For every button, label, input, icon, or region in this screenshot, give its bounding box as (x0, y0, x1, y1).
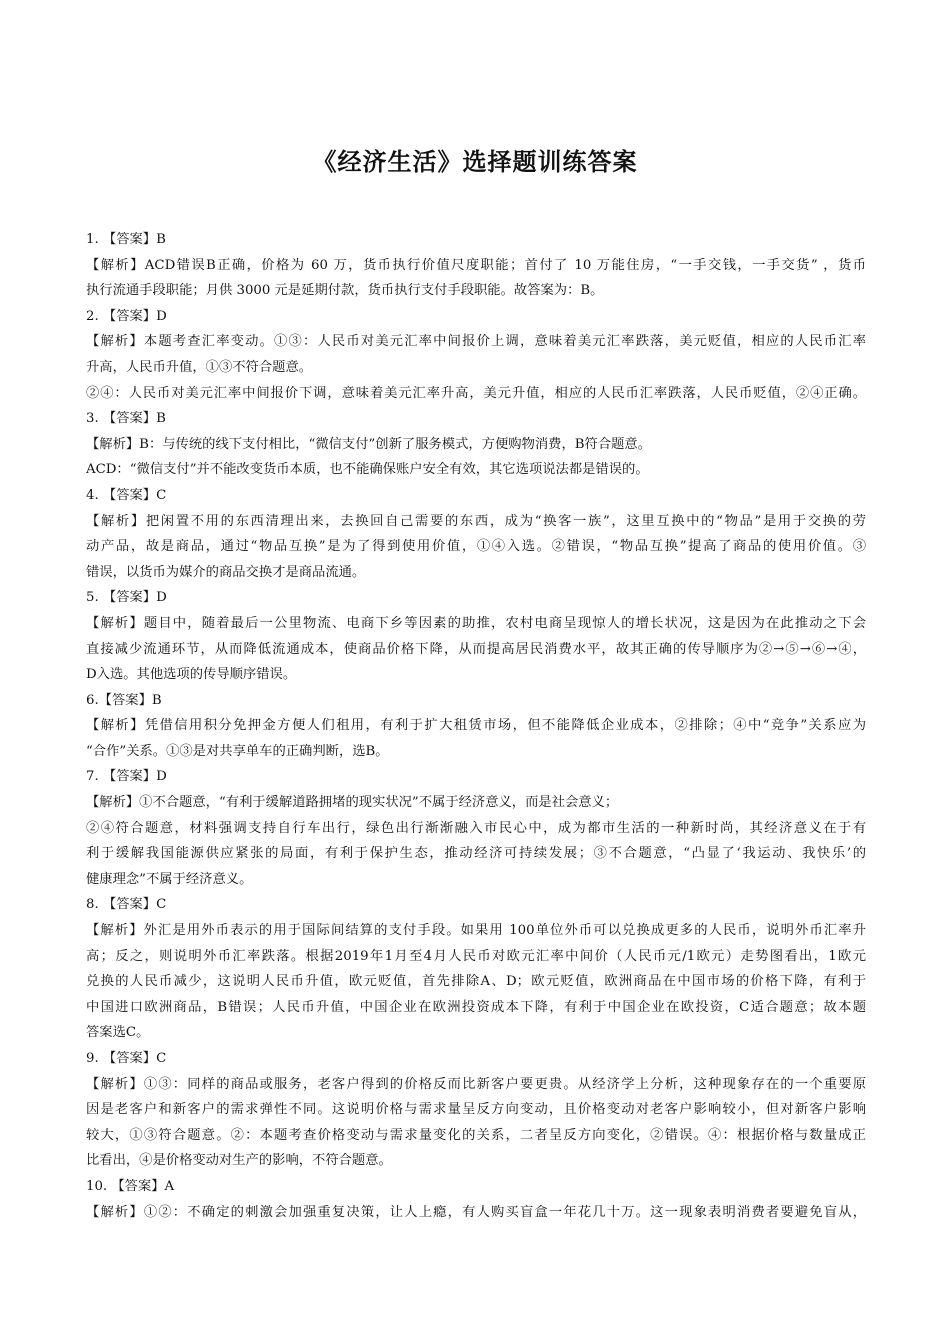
answer-list (86, 227, 866, 1225)
text-line: ②④：人民币对美元汇率中间报价下调，意味着美元汇率升高，美元升值，相应的人民币汇率跌落，人民币贬值，②④正确。 (86, 385, 866, 401)
text-line: 错误，以货币为媒介的商品交换才是商品流通。 (86, 564, 366, 580)
text-line: 高；反之，则说明外币汇率跌落。根据2019年1月至4月人民币对欧元汇率中间价（人民币元/1欧元）走势图看出，1欧元 (86, 948, 866, 964)
text-line: 8. 【答案】C (86, 897, 167, 913)
text-line: 健康理念”不属于经济意义。 (86, 871, 253, 887)
text-line: 【解析】把闲置不用的东西清理出来，去换回自己需要的东西，成为“换客一族”，这里互换中的“物品”是用于交换的劳 (86, 513, 866, 529)
text-line: 中国进口欧洲商品，B错误；人民币升值，中国企业在欧洲投资成本下降，有利于中国企业在欧投资，C适合题意；故本题 (86, 999, 866, 1015)
text-line: 答案选C。 (86, 1025, 150, 1041)
text-line: 4. 【答案】C (86, 487, 167, 503)
text-line: 执行流通手段职能；月供 3000 元是延期付款，货币执行支付手段职能。故答案为：B。 (86, 283, 604, 299)
text-line: 比看出，④是价格变动对生产的影响，不符合题意。 (86, 1153, 392, 1169)
page-title: 《经济生活》选择题训练答案 (312, 148, 638, 176)
text-line: 【解析】凭借信用积分免押金方便人们租用，有利于扩大租赁市场，但不能降低企业成本，②排除；④中“竞争”关系应为 (86, 718, 866, 734)
text-line: 直接减少流通环节，从而降低流通成本，使商品价格下降，从而提高居民消费水平，故其正确的传导顺序为②→⑤→⑥→④， (86, 641, 866, 657)
text-line: 2. 【答案】D (86, 308, 167, 324)
text-line: 3. 【答案】B (86, 411, 166, 427)
text-line: ACD：“微信支付”并不能改变货币本质，也不能确保账户安全有效，其它选项说法都是错误的。 (86, 462, 649, 478)
text-line: 【解析】①③：同样的商品或服务，老客户得到的价格反而比新客户要更贵。从经济学上分析，这种现象存在的一个重要原 (86, 1076, 866, 1092)
text-line: 【解析】①②：不确定的刺激会加强重复决策，让人上瘾，有人购买盲盒一年花几十万。这一现象表明消费者要避免盲从， (86, 1204, 866, 1220)
text-line: 【解析】①不合题意，“有利于缓解道路拥堵的现实状况”不属于经济意义，而是社会意义； (86, 795, 619, 811)
text-line: 9. 【答案】C (86, 1051, 167, 1066)
text-line: 10. 【答案】A (86, 1178, 175, 1194)
text-line: 7. 【答案】D (86, 769, 167, 785)
text-line: 【解析】本题考查汇率变动。①③：人民币对美元汇率中间报价上调，意味着美元汇率跌落，美元贬值，相应的人民币汇率 (86, 334, 866, 350)
text-line: 利于缓解我国能源供应紧张的局面，有利于保护生态，推动经济可持续发展；③不合题意，“凸显了‘我运动、我快乐’的 (86, 846, 866, 862)
text-line: 【解析】题目中，随着最后一公里物流、电商下乡等因素的助推，农村电商呈现惊人的增长状况，这是因为在此推动之下会 (86, 615, 866, 631)
text-line: 1. 【答案】B (86, 232, 166, 247)
text-line: 【解析】B：与传统的线下支付相比，“微信支付”创新了服务模式，方便购物消费，B符合题意。 (86, 436, 652, 452)
text-line: 【解析】外汇是用外币表示的用于国际间结算的支付手段。如果用 100单位外币可以兑换成更多的人民币，说明外币汇率升 (86, 923, 866, 939)
text-line: 较大，①③符合题意。②：本题考查价格变动与需求量变化的关系，二者呈反方向变化，②错误。④：根据价格与数量成正 (86, 1127, 866, 1143)
text-line: 动产品，故是商品，通过“物品互换”是为了得到使用价值，①④入选。②错误，“物品互换”提高了商品的使用价值。③ (86, 539, 866, 555)
text-line: D入选。其他选项的传导顺序错误。 (86, 667, 297, 683)
text-line: “合作”关系。①③是对共享单车的正确判断，选B。 (86, 743, 389, 759)
text-line: 因是老客户和新客户的需求弹性不同。这说明价格与需求量呈反方向变动，且价格变动对老客户影响较小，但对新客户影响 (86, 1102, 866, 1118)
text-line: 兑换的人民币减少，这说明人民币升值，欧元贬值，首先排除A、D；欧元贬值，欧洲商品在中国市场的价格下降，有利于 (86, 974, 866, 990)
text-line: 6.【答案】B (86, 692, 162, 708)
text-line: 5. 【答案】D (86, 590, 167, 606)
text-line: 升高，人民币升值，①③不符合题意。 (86, 359, 313, 375)
text-line: 【解析】ACD错误B正确，价格为 60 万，货币执行价值尺度职能；首付了 10 万能住房，“一手交钱，一手交货” ，货币 (86, 257, 866, 273)
text-line: ②④符合题意，材料强调支持自行车出行，绿色出行渐渐融入市民心中，成为都市生活的一种新时尚，其经济意义在于有 (86, 820, 866, 836)
